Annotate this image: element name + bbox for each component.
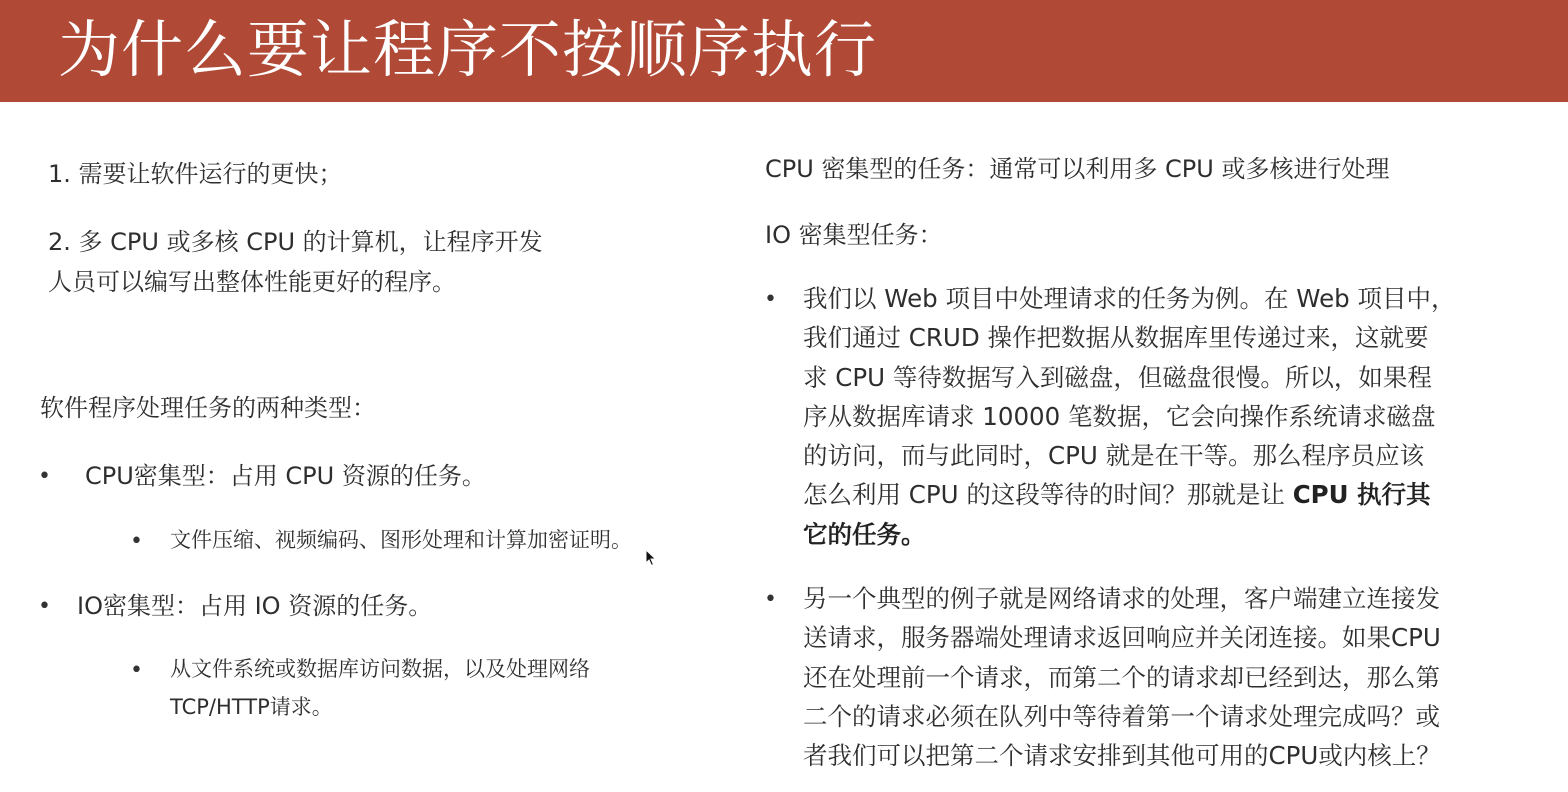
reason-2-line-1: 2. 多 CPU 或多核 CPU 的计算机，让程序开发 — [48, 228, 543, 256]
bullet-marker: • — [38, 464, 51, 489]
paragraph-line: 的访问，而与此同时，CPU 就是在干等。那么程序员应该 — [803, 441, 1425, 471]
paragraph-line: 送请求，服务器端处理请求返回响应并关闭连接。如果CPU — [803, 623, 1441, 653]
paragraph-line: 求 CPU 等待数据写入到磁盘，但磁盘很慢。所以，如果程 — [803, 362, 1432, 392]
emphasis-text: 它的任务。 — [803, 519, 926, 549]
paragraph-line: 我们通过 CRUD 操作把数据从数据库里传递过来，这就要 — [803, 323, 1429, 353]
paragraph-line: 二个的请求必须在队列中等待着第一个请求处理完成吗？或 — [803, 701, 1440, 731]
cpu-intensive-examples: 文件压缩、视频编码、图形处理和计算加密证明。 — [170, 528, 632, 552]
slide-title: 为什么要让程序不按顺序执行 — [58, 13, 878, 86]
paragraph-text: 怎么利用 CPU 的这段等待的时间？那就是让 — [803, 480, 1293, 510]
io-intensive-examples-line-2: TCP/HTTP请求。 — [170, 695, 333, 719]
network-request-example — [803, 579, 1441, 775]
paragraph-line: 另一个典型的例子就是网络请求的处理，客户端建立连接发 — [803, 584, 1440, 613]
cpu-intensive-type: CPU密集型：占用 CPU 资源的任务。 — [85, 462, 486, 490]
bullet-marker: • — [38, 594, 51, 619]
cpu-intensive-note: CPU 密集型的任务：通常可以利用多 CPU 或多核进行处理 — [765, 155, 1390, 183]
bullet-marker: • — [764, 287, 777, 312]
slide-title-bar — [0, 0, 1568, 102]
web-request-example — [803, 279, 1455, 554]
bullet-marker: • — [764, 587, 777, 612]
io-intensive-examples-line-1: 从文件系统或数据库访问数据，以及处理网络 — [170, 657, 590, 681]
mouse-cursor-icon — [645, 549, 657, 567]
paragraph-line — [803, 475, 1455, 514]
emphasis-text: CPU 执行其 — [1292, 480, 1431, 510]
bullet-marker: • — [130, 658, 143, 683]
paragraph-line: 我们以 Web 项目中处理请求的任务为例。在 Web 项目中， — [803, 284, 1456, 313]
io-intensive-type: IO密集型：占用 IO 资源的任务。 — [77, 592, 433, 620]
paragraph-line — [803, 515, 1455, 554]
paragraph-line: 还在处理前一个请求，而第二个的请求却已经到达，那么第 — [803, 662, 1440, 692]
paragraph-line: 序从数据库请求 10000 笔数据，它会向操作系统请求磁盘 — [803, 401, 1436, 431]
task-types-heading: 软件程序处理任务的两种类型： — [40, 394, 376, 422]
bullet-marker: • — [130, 529, 143, 554]
paragraph-line: 者我们可以把第二个请求安排到其他可用的CPU或内核上？ — [803, 741, 1441, 771]
reason-2-line-2: 人员可以编写出整体性能更好的程序。 — [48, 268, 456, 296]
io-intensive-heading: IO 密集型任务： — [765, 221, 943, 249]
reason-1: 1. 需要让软件运行的更快； — [48, 160, 343, 188]
